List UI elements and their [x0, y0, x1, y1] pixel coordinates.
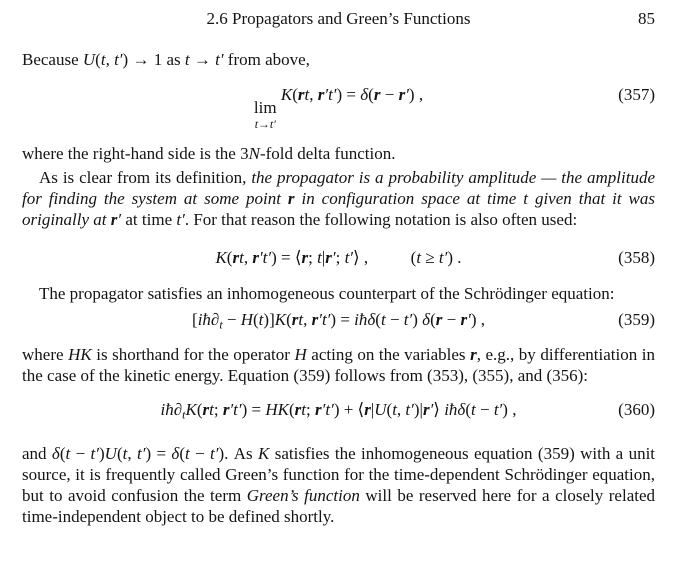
equation-358-number: (358) — [618, 247, 655, 267]
equation-359-body: $[iħ\partial_t - H(t)]K(rt$, r′t′) = iħδ(t − t′) δ(r − r′) , — [192, 309, 485, 332]
equation-360-body: $iħ\partial_tK(rt$; r′t′) = HK(rt; r′t′) + ⟨r|U(t, t′)|r′⟩ iħδ(t − t′) , — [160, 400, 517, 422]
paragraph-hk-shorthand: where HK is shorthand for the operator H acting on the variables r, e.g., by differentiation in the case of the kinetic energy. Equation (359) follows from (353), (355), and (356): — [22, 345, 655, 386]
equation-360 — [22, 399, 655, 426]
equation-357-body: lim t→t′ K(rt, r′t′) = δ(r − r′) , — [253, 85, 424, 132]
equation-359 — [22, 309, 655, 336]
paragraph-delta-function: where the right-hand side is the 3N-fold delta function. — [22, 143, 396, 163]
equation-358-body: K(rt, r′t′) = ⟨r; t|r′; t′⟩ , (t ≥ t′) . — [215, 247, 462, 267]
equation-358 — [22, 247, 655, 268]
limit-stack: lim t→t′ — [253, 98, 277, 132]
equation-357 — [22, 84, 655, 131]
page-number: 85 — [638, 9, 655, 28]
equation-359-number: (359) — [618, 309, 655, 329]
paragraph-propagator-amplitude: As is clear from its definition, the propagator is a probability amplitude — the amplitude for finding the system at some point r in configuration space at time t given that it was originally at r′ at time t′. For that reason the following notation is also often used: — [22, 167, 655, 229]
paragraph-because-u: Because U(t, t′) → 1 as t → t′ from above, — [22, 50, 310, 69]
paragraph-greens-function: and δ(t − t′)U(t, t′) = δ(t − t′). As K satisfies the inhomogeneous equation (359) with a unit source, it is frequently called Green’s function for the time-dependent Schrödinger equation, but to avoid confusion the term Green’s function will be reserved here for a closely related time-independent object to be defined shortly. — [22, 443, 656, 526]
equation-357-number: (357) — [618, 85, 655, 104]
page-header — [22, 8, 655, 29]
paragraph-inhomogeneous-counterpart: The propagator satisfies an inhomogeneous counterpart of the Schrödinger equation: — [39, 283, 615, 303]
running-title: 2.6 Propagators and Green’s Functions — [206, 9, 471, 28]
equation-360-number: (360) — [618, 400, 655, 420]
